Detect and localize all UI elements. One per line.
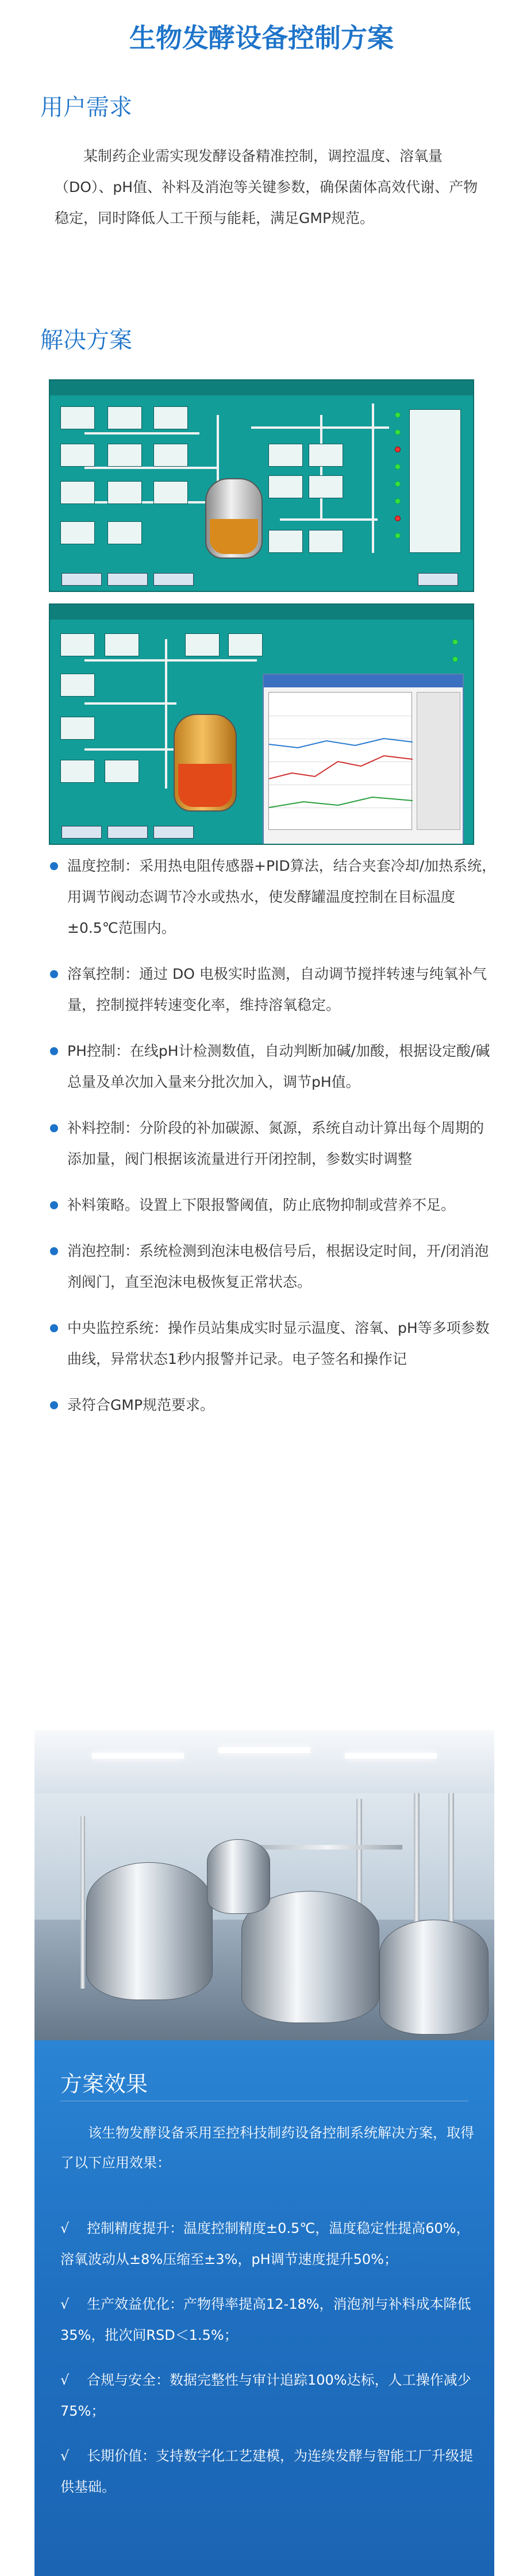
- list-item: [49, 959, 497, 1021]
- result-text: 合规与安全：数据完整性与审计追踪100%达标，人工操作减少75%；: [60, 2372, 471, 2419]
- scada-panel: [309, 444, 343, 467]
- scada-panel: [107, 521, 142, 544]
- scada-panel: [60, 406, 95, 429]
- scada-panel: [309, 530, 343, 553]
- scada-panel: [60, 760, 95, 783]
- scada-button[interactable]: [61, 826, 102, 839]
- status-indicator-icon: [395, 516, 401, 521]
- list-item: [49, 1313, 497, 1375]
- scada-panel: [153, 481, 188, 504]
- trend-plot: [268, 692, 412, 830]
- scada-toolbar: [50, 380, 473, 395]
- check-icon: √: [60, 2220, 70, 2236]
- fermenter-vessel-icon: [86, 1862, 213, 2000]
- scada-toolbar: [50, 605, 473, 620]
- scada-panel: [107, 481, 142, 504]
- fermenter-tank-icon: [205, 478, 263, 559]
- scada-button[interactable]: [61, 573, 102, 586]
- status-indicator-icon: [452, 639, 458, 645]
- fermenter-tank-icon: [174, 714, 237, 812]
- bullet-text: 消泡控制：系统检测到泡沫电极信号后，根据设定时间，开/闭消泡剂阀门，直至泡沫电极恢复正常状态。: [67, 1243, 489, 1290]
- scada-button[interactable]: [153, 826, 194, 839]
- results-list: [60, 2213, 474, 2516]
- trend-legend-panel: [417, 692, 460, 830]
- check-icon: √: [60, 2296, 70, 2312]
- result-text: 生产效益优化：产物得率提高12-18%，消泡剂与补料成本降低35%，批次间RSD＜1.5%；: [60, 2296, 471, 2343]
- scada-screenshot-trend: [49, 603, 474, 845]
- trend-lines: [269, 693, 413, 831]
- solution-heading: 解决方案: [40, 327, 132, 353]
- trend-window-titlebar: [264, 675, 463, 687]
- bullet-text: 温度控制：采用热电阻传感器+PID算法，结合夹套冷却/加热系统，用调节阀动态调节冷水或热水，使发酵罐温度控制在目标温度±0.5℃范围内。: [67, 858, 497, 936]
- scada-panel: [60, 674, 95, 697]
- bullet-text: 录符合GMP规范要求。: [67, 1397, 215, 1413]
- requirements-heading: 用户需求: [40, 94, 132, 121]
- bullet-dot-icon: [50, 862, 58, 870]
- scada-panel: [268, 444, 303, 467]
- results-intro: 该生物发酵设备采用至控科技制药设备控制系统解决方案，取得了以下应用效果：: [60, 2125, 474, 2171]
- bullet-dot-icon: [50, 1124, 58, 1132]
- scada-screenshot-overview: [49, 379, 474, 592]
- bullet-text: PH控制：在线pH计检测数值，自动判断加碱/加酸，根据设定酸/碱总量及单次加入量来分批次加入，调节pH值。: [67, 1043, 490, 1090]
- scada-button[interactable]: [153, 573, 194, 586]
- scada-panel: [268, 530, 303, 553]
- scada-panel: [185, 633, 220, 656]
- list-item: [60, 2213, 474, 2275]
- scada-panel: [105, 760, 139, 783]
- bullet-text: 溶氧控制：通过 DO 电极实时监测，自动调节搅拌转速与纯氧补气量，控制搅拌转速变化率，维持溶氧稳定。: [67, 966, 487, 1013]
- status-indicator-icon: [395, 429, 401, 435]
- bullet-dot-icon: [50, 1324, 58, 1332]
- list-item: [60, 2289, 474, 2351]
- status-indicator-icon: [395, 447, 401, 452]
- solution-bullet-list: [49, 851, 497, 1436]
- status-indicator-icon: [395, 464, 401, 470]
- result-text: 控制精度提升：温度控制精度±0.5℃，温度稳定性提高60%，溶氧波动从±8%压缩至±3%，pH调节速度提升50%；: [60, 2220, 470, 2267]
- scada-button[interactable]: [107, 573, 148, 586]
- bullet-dot-icon: [50, 1247, 58, 1255]
- list-item: [49, 1390, 497, 1421]
- results-panel: [34, 2040, 494, 2576]
- bullet-text: 中央监控系统：操作员站集成实时显示温度、溶氧、pH等多项参数曲线，异常状态1秒内报警并记录。电子签名和操作记: [67, 1320, 490, 1367]
- scada-panel: [60, 521, 95, 544]
- fermentation-plant-photo: [34, 1730, 494, 2040]
- results-heading: 方案效果: [60, 2071, 148, 2097]
- check-icon: √: [60, 2448, 70, 2464]
- status-indicator-icon: [395, 533, 401, 539]
- result-text: 长期价值：支持数字化工艺建模，为连续发酵与智能工厂升级提供基础。: [60, 2448, 473, 2495]
- scada-panel: [228, 633, 263, 656]
- list-item: [49, 1113, 497, 1175]
- bullet-dot-icon: [50, 1401, 58, 1409]
- status-indicator-icon: [452, 656, 458, 662]
- scada-panel: [60, 444, 95, 467]
- scada-side-panel: [409, 409, 461, 553]
- scada-panel: [107, 406, 142, 429]
- scada-button[interactable]: [418, 573, 458, 586]
- page-title: 生物发酵设备控制方案: [129, 22, 394, 53]
- status-indicator-icon: [395, 498, 401, 504]
- scada-panel: [60, 717, 95, 740]
- requirements-text: 某制药企业需实现发酵设备精准控制，调控温度、溶氧量（DO）、pH值、补料及消泡等关键参数，确保菌体高效代谢、产物稳定，同时降低人工干预与能耗，满足GMP规范。: [55, 148, 478, 226]
- bullet-text: 补料控制：分阶段的补加碳源、氮源，系统自动计算出每个周期的添加量，阀门根据该流量进行开闭控制，参数实时调整: [67, 1120, 484, 1167]
- list-item: [60, 2364, 474, 2427]
- status-indicator-icon: [395, 481, 401, 487]
- scada-panel: [60, 633, 95, 656]
- check-icon: √: [60, 2372, 70, 2388]
- list-item: [49, 1190, 497, 1221]
- scada-panel: [309, 475, 343, 498]
- scada-panel: [107, 444, 142, 467]
- list-item: [49, 1236, 497, 1298]
- bullet-dot-icon: [50, 970, 58, 978]
- bullet-text: 补料策略。设置上下限报警阈值，防止底物抑制或营养不足。: [67, 1197, 456, 1213]
- bullet-dot-icon: [50, 1047, 58, 1055]
- fermenter-vessel-icon: [207, 1839, 270, 1914]
- scada-panel: [60, 481, 95, 504]
- scada-panel: [153, 406, 188, 429]
- trend-window: [263, 674, 464, 845]
- bullet-dot-icon: [50, 1201, 58, 1209]
- scada-panel: [153, 444, 188, 467]
- fermenter-vessel-icon: [241, 1891, 379, 2023]
- scada-panel: [105, 633, 139, 656]
- list-item: [49, 851, 497, 944]
- status-indicator-icon: [395, 412, 401, 418]
- scada-button[interactable]: [107, 826, 148, 839]
- fermenter-vessel-icon: [379, 1920, 489, 2035]
- list-item: [49, 1036, 497, 1098]
- list-item: [60, 2440, 474, 2502]
- scada-panel: [268, 475, 303, 498]
